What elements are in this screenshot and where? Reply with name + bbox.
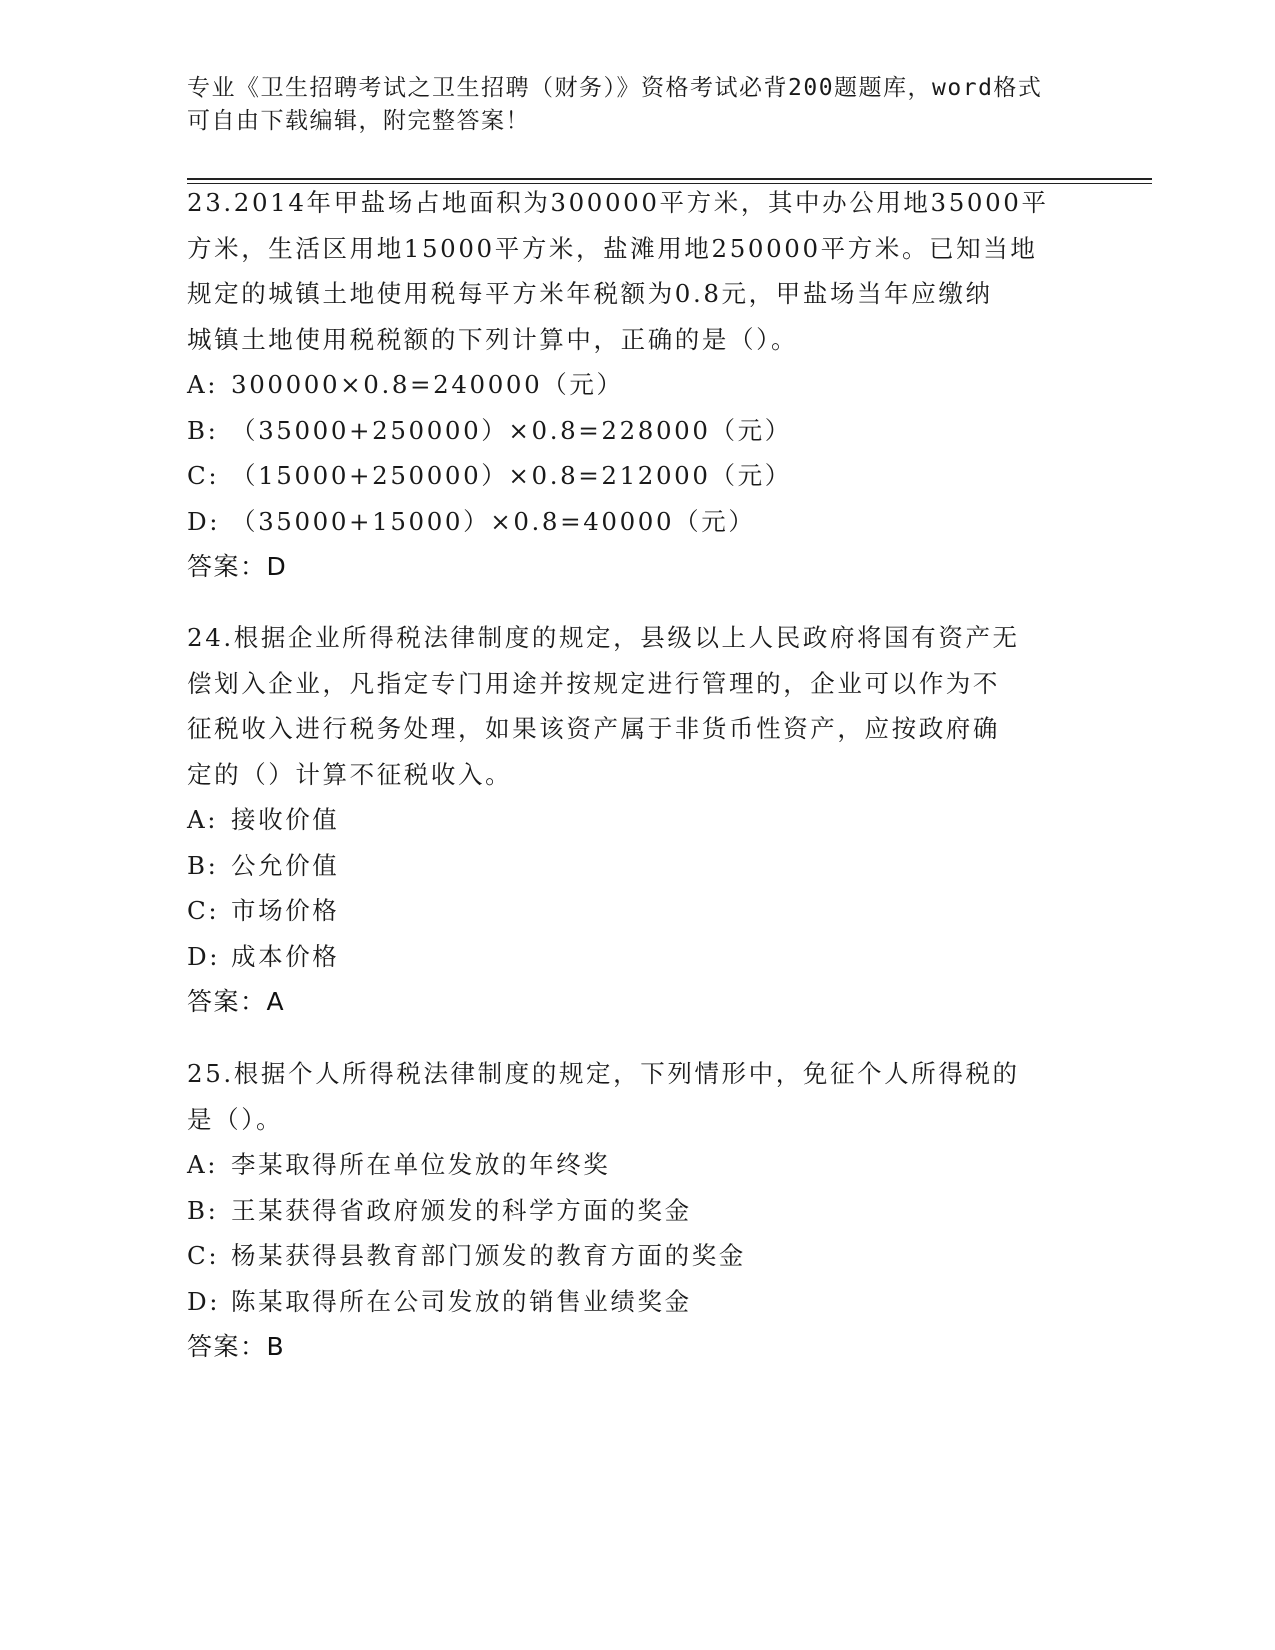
question-stem-line: 方米，生活区用地15000平方米，盐滩用地250000平方米。已知当地 [187, 233, 1038, 263]
option-letter: B: [187, 415, 219, 445]
option-text: 公允价值 [231, 850, 340, 880]
question-stem-line: 城镇土地使用税税额的下列计算中，正确的是（）。 [187, 324, 799, 354]
option-text: 市场价格 [231, 896, 340, 925]
option-d [187, 934, 1107, 980]
option-a [187, 362, 1107, 408]
option-b [187, 1188, 1107, 1234]
option-d [187, 499, 1107, 545]
option-text: 陈某取得所在公司发放的销售业绩奖金 [231, 1286, 692, 1316]
option-text: 接收价值 [231, 805, 340, 834]
option-text: 300000×0.8=240000（元） [231, 370, 624, 399]
option-b [187, 408, 1107, 454]
answer-label: 答案：D [187, 552, 288, 581]
question-stem-line: 征税收入进行税务处理，如果该资产属于非货币性资产，应按政府确 [187, 714, 1000, 743]
question-stem-line: 24.根据企业所得税法律制度的规定，县级以上人民政府将国有资产无 [187, 623, 1020, 652]
option-text: （35000+250000）×0.8=228000（元） [231, 415, 792, 445]
option-c [187, 1233, 1107, 1279]
question-stem-line: 25.根据个人所得税法律制度的规定，下列情形中，免征个人所得税的 [187, 1059, 1020, 1088]
option-letter: A: [187, 370, 219, 399]
option-a [187, 797, 1107, 843]
option-letter: B: [187, 1195, 219, 1225]
question-stem-line: 是（）。 [187, 1104, 284, 1134]
header-title-line-1: 专业《卫生招聘考试之卫生招聘（财务）》资格考试必背200题题库，word格式 [187, 75, 1043, 101]
option-text: （15000+250000）×0.8=212000（元） [231, 461, 792, 490]
option-letter: D: [187, 506, 221, 536]
question-25 [187, 1051, 1107, 1370]
question-stem-line: 23.2014年甲盐场占地面积为300000平方米，其中办公用地35000平 [187, 188, 1049, 217]
option-letter: A: [187, 1150, 219, 1179]
document-header [187, 72, 1087, 138]
question-stem-line: 偿划入企业，凡指定专门用途并按规定进行管理的，企业可以作为不 [187, 668, 1000, 698]
answer-label: 答案：B [187, 1332, 286, 1361]
option-b [187, 843, 1107, 889]
option-c [187, 888, 1107, 934]
question-stem-line: 规定的城镇土地使用税每平方米年税额为0.8元，甲盐场当年应缴纳 [187, 279, 993, 308]
option-letter: D: [187, 941, 221, 971]
option-text: 杨某获得县教育部门颁发的教育方面的奖金 [231, 1241, 746, 1270]
option-text: 王某获得省政府颁发的科学方面的奖金 [231, 1195, 692, 1225]
option-d [187, 1279, 1107, 1325]
option-letter: D: [187, 1286, 221, 1316]
answer-label: 答案：A [187, 987, 286, 1016]
question-24 [187, 615, 1107, 1025]
option-c [187, 453, 1107, 499]
option-letter: A: [187, 805, 219, 834]
option-letter: C: [187, 1241, 220, 1270]
option-letter: C: [187, 461, 220, 490]
option-letter: B: [187, 850, 219, 880]
header-title-line-2: 可自由下载编辑，附完整答案！ [187, 108, 530, 134]
option-text: 李某取得所在单位发放的年终奖 [231, 1150, 611, 1179]
option-a [187, 1142, 1107, 1188]
option-letter: C: [187, 896, 220, 925]
question-23 [187, 180, 1107, 590]
option-text: （35000+15000）×0.8=40000（元） [231, 506, 756, 536]
question-stem-line: 定的（）计算不征税收入。 [187, 759, 513, 789]
option-text: 成本价格 [231, 941, 340, 971]
